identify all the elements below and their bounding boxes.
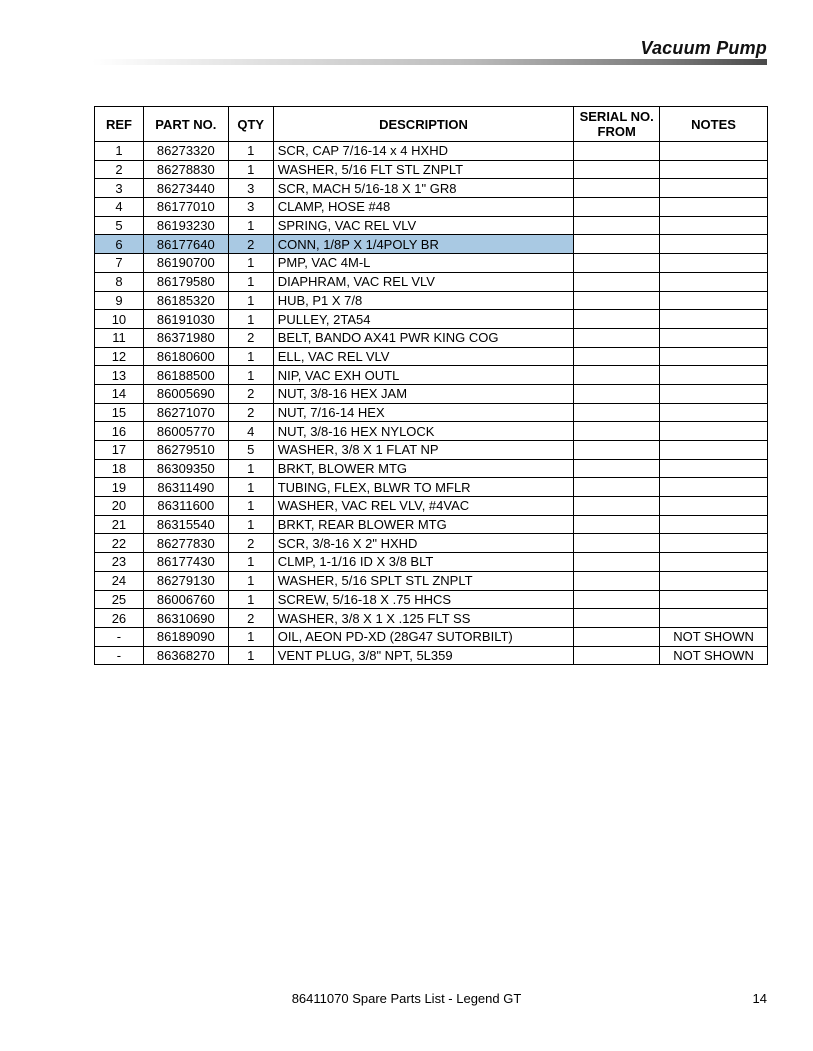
cell-description: WASHER, 5/16 FLT STL ZNPLT <box>273 160 574 179</box>
cell-qty: 2 <box>228 534 273 553</box>
cell-qty: 2 <box>228 384 273 403</box>
footer-document-title: 86411070 Spare Parts List - Legend GT <box>291 991 522 1006</box>
table-row[interactable] <box>95 347 768 366</box>
table-row[interactable] <box>95 272 768 291</box>
table-row[interactable] <box>95 441 768 460</box>
cell-qty: 2 <box>228 609 273 628</box>
cell-description: BRKT, BLOWER MTG <box>273 459 574 478</box>
cell-serial-no-from <box>574 534 660 553</box>
cell-notes <box>660 216 768 235</box>
cell-qty: 1 <box>228 571 273 590</box>
cell-part-no: 86005690 <box>143 384 228 403</box>
table-row[interactable] <box>95 142 768 161</box>
cell-serial-no-from <box>574 142 660 161</box>
table-row[interactable] <box>95 291 768 310</box>
cell-serial-no-from <box>574 646 660 665</box>
cell-serial-no-from <box>574 553 660 572</box>
cell-qty: 4 <box>228 422 273 441</box>
table-row[interactable] <box>95 497 768 516</box>
cell-serial-no-from <box>574 609 660 628</box>
cell-part-no: 86309350 <box>143 459 228 478</box>
cell-notes <box>660 235 768 254</box>
cell-description: WASHER, 3/8 X 1 X .125 FLT SS <box>273 609 574 628</box>
cell-part-no: 86189090 <box>143 627 228 646</box>
cell-part-no: 86279510 <box>143 441 228 460</box>
cell-ref: 13 <box>95 366 144 385</box>
cell-part-no: 86279130 <box>143 571 228 590</box>
cell-ref: 3 <box>95 179 144 198</box>
cell-qty: 1 <box>228 553 273 572</box>
table-row[interactable] <box>95 534 768 553</box>
cell-qty: 1 <box>228 142 273 161</box>
column-header-serial-no-from: SERIAL NO. FROM <box>574 107 660 142</box>
cell-part-no: 86368270 <box>143 646 228 665</box>
cell-notes <box>660 403 768 422</box>
cell-description: CONN, 1/8P X 1/4POLY BR <box>273 235 574 254</box>
cell-serial-no-from <box>574 291 660 310</box>
cell-ref: 8 <box>95 272 144 291</box>
cell-part-no: 86193230 <box>143 216 228 235</box>
cell-notes <box>660 291 768 310</box>
cell-part-no: 86006760 <box>143 590 228 609</box>
table-header-row <box>95 107 768 142</box>
cell-ref: 1 <box>95 142 144 161</box>
cell-description: NUT, 3/8-16 HEX NYLOCK <box>273 422 574 441</box>
cell-description: CLMP, 1-1/16 ID X 3/8 BLT <box>273 553 574 572</box>
table-row[interactable] <box>95 310 768 329</box>
table-row[interactable] <box>95 366 768 385</box>
spare-parts-table <box>94 106 768 665</box>
cell-notes: NOT SHOWN <box>660 627 768 646</box>
cell-notes <box>660 497 768 516</box>
cell-notes <box>660 366 768 385</box>
table-row[interactable] <box>95 459 768 478</box>
cell-ref: 5 <box>95 216 144 235</box>
cell-part-no: 86177430 <box>143 553 228 572</box>
column-header-ref: REF <box>95 107 144 142</box>
table-row[interactable] <box>95 553 768 572</box>
cell-qty: 1 <box>228 646 273 665</box>
cell-part-no: 86315540 <box>143 515 228 534</box>
column-header-part-no: PART NO. <box>143 107 228 142</box>
cell-part-no: 86273320 <box>143 142 228 161</box>
cell-notes <box>660 534 768 553</box>
table-row[interactable] <box>95 478 768 497</box>
cell-ref: 4 <box>95 198 144 217</box>
cell-description: SPRING, VAC REL VLV <box>273 216 574 235</box>
cell-qty: 5 <box>228 441 273 460</box>
cell-qty: 1 <box>228 590 273 609</box>
cell-notes: NOT SHOWN <box>660 646 768 665</box>
cell-ref: 6 <box>95 235 144 254</box>
cell-notes <box>660 422 768 441</box>
cell-qty: 1 <box>228 478 273 497</box>
cell-description: SCR, MACH 5/16-18 X 1" GR8 <box>273 179 574 198</box>
cell-notes <box>660 478 768 497</box>
table-row[interactable] <box>95 160 768 179</box>
cell-ref: - <box>95 646 144 665</box>
cell-part-no: 86005770 <box>143 422 228 441</box>
cell-description: WASHER, VAC REL VLV, #4VAC <box>273 497 574 516</box>
table-row[interactable] <box>95 235 768 254</box>
cell-part-no: 86191030 <box>143 310 228 329</box>
table-row[interactable] <box>95 216 768 235</box>
cell-serial-no-from <box>574 497 660 516</box>
cell-qty: 1 <box>228 216 273 235</box>
cell-description: PMP, VAC 4M-L <box>273 254 574 273</box>
table-row[interactable] <box>95 515 768 534</box>
cell-part-no: 86190700 <box>143 254 228 273</box>
cell-serial-no-from <box>574 478 660 497</box>
cell-part-no: 86179580 <box>143 272 228 291</box>
cell-part-no: 86188500 <box>143 366 228 385</box>
cell-notes <box>660 571 768 590</box>
cell-ref: 15 <box>95 403 144 422</box>
cell-ref: 23 <box>95 553 144 572</box>
cell-notes <box>660 142 768 161</box>
cell-qty: 3 <box>228 179 273 198</box>
cell-qty: 1 <box>228 310 273 329</box>
cell-ref: 18 <box>95 459 144 478</box>
cell-ref: 17 <box>95 441 144 460</box>
column-header-qty: QTY <box>228 107 273 142</box>
cell-notes <box>660 553 768 572</box>
cell-notes <box>660 459 768 478</box>
cell-ref: 12 <box>95 347 144 366</box>
table-row[interactable] <box>95 590 768 609</box>
cell-description: NIP, VAC EXH OUTL <box>273 366 574 385</box>
cell-ref: 19 <box>95 478 144 497</box>
cell-serial-no-from <box>574 384 660 403</box>
cell-qty: 1 <box>228 366 273 385</box>
cell-ref: 14 <box>95 384 144 403</box>
cell-part-no: 86311490 <box>143 478 228 497</box>
cell-qty: 1 <box>228 254 273 273</box>
cell-serial-no-from <box>574 347 660 366</box>
cell-serial-no-from <box>574 459 660 478</box>
cell-ref: - <box>95 627 144 646</box>
cell-qty: 2 <box>228 328 273 347</box>
cell-ref: 7 <box>95 254 144 273</box>
cell-ref: 10 <box>95 310 144 329</box>
cell-description: BRKT, REAR BLOWER MTG <box>273 515 574 534</box>
table-row[interactable] <box>95 198 768 217</box>
cell-ref: 16 <box>95 422 144 441</box>
cell-description: NUT, 7/16-14 HEX <box>273 403 574 422</box>
cell-ref: 9 <box>95 291 144 310</box>
cell-serial-no-from <box>574 216 660 235</box>
cell-qty: 1 <box>228 515 273 534</box>
cell-serial-no-from <box>574 571 660 590</box>
table-row[interactable] <box>95 254 768 273</box>
cell-description: SCR, CAP 7/16-14 x 4 HXHD <box>273 142 574 161</box>
cell-serial-no-from <box>574 627 660 646</box>
section-title: Vacuum Pump <box>640 38 767 58</box>
cell-notes <box>660 310 768 329</box>
cell-qty: 1 <box>228 627 273 646</box>
cell-serial-no-from <box>574 590 660 609</box>
cell-qty: 2 <box>228 235 273 254</box>
cell-serial-no-from <box>574 235 660 254</box>
cell-description: OIL, AEON PD-XD (28G47 SUTORBILT) <box>273 627 574 646</box>
cell-serial-no-from <box>574 254 660 273</box>
cell-qty: 1 <box>228 160 273 179</box>
cell-serial-no-from <box>574 179 660 198</box>
cell-qty: 1 <box>228 347 273 366</box>
cell-qty: 2 <box>228 403 273 422</box>
cell-notes <box>660 515 768 534</box>
cell-notes <box>660 590 768 609</box>
cell-description: WASHER, 5/16 SPLT STL ZNPLT <box>273 571 574 590</box>
cell-serial-no-from <box>574 160 660 179</box>
cell-serial-no-from <box>574 328 660 347</box>
cell-part-no: 86311600 <box>143 497 228 516</box>
cell-description: SCR, 3/8-16 X 2" HXHD <box>273 534 574 553</box>
cell-serial-no-from <box>574 310 660 329</box>
cell-part-no: 86177640 <box>143 235 228 254</box>
cell-qty: 1 <box>228 291 273 310</box>
cell-ref: 24 <box>95 571 144 590</box>
table-row[interactable] <box>95 571 768 590</box>
cell-description: NUT, 3/8-16 HEX JAM <box>273 384 574 403</box>
cell-notes <box>660 609 768 628</box>
cell-ref: 20 <box>95 497 144 516</box>
cell-notes <box>660 179 768 198</box>
cell-serial-no-from <box>574 422 660 441</box>
table-body <box>95 142 768 665</box>
cell-notes <box>660 254 768 273</box>
table-row[interactable] <box>95 422 768 441</box>
column-header-description: DESCRIPTION <box>273 107 574 142</box>
table-row[interactable] <box>95 403 768 422</box>
header-gradient-rule <box>92 59 767 65</box>
cell-qty: 3 <box>228 198 273 217</box>
cell-description: ELL, VAC REL VLV <box>273 347 574 366</box>
cell-notes <box>660 441 768 460</box>
cell-description: WASHER, 3/8 X 1 FLAT NP <box>273 441 574 460</box>
cell-notes <box>660 160 768 179</box>
table-row[interactable] <box>95 328 768 347</box>
cell-part-no: 86185320 <box>143 291 228 310</box>
cell-serial-no-from <box>574 198 660 217</box>
footer-page-number: 14 <box>752 991 767 1006</box>
cell-description: BELT, BANDO AX41 PWR KING COG <box>273 328 574 347</box>
cell-serial-no-from <box>574 366 660 385</box>
cell-description: CLAMP, HOSE #48 <box>273 198 574 217</box>
cell-qty: 1 <box>228 497 273 516</box>
cell-ref: 25 <box>95 590 144 609</box>
cell-description: DIAPHRAM, VAC REL VLV <box>273 272 574 291</box>
cell-ref: 22 <box>95 534 144 553</box>
cell-part-no: 86310690 <box>143 609 228 628</box>
cell-qty: 1 <box>228 459 273 478</box>
cell-part-no: 86180600 <box>143 347 228 366</box>
cell-serial-no-from <box>574 272 660 291</box>
cell-part-no: 86177010 <box>143 198 228 217</box>
table-row[interactable] <box>95 609 768 628</box>
cell-part-no: 86277830 <box>143 534 228 553</box>
cell-description: VENT PLUG, 3/8" NPT, 5L359 <box>273 646 574 665</box>
cell-serial-no-from <box>574 403 660 422</box>
table-row[interactable] <box>95 646 768 665</box>
cell-notes <box>660 384 768 403</box>
cell-part-no: 86271070 <box>143 403 228 422</box>
cell-ref: 11 <box>95 328 144 347</box>
cell-description: TUBING, FLEX, BLWR TO MFLR <box>273 478 574 497</box>
cell-notes <box>660 272 768 291</box>
cell-description: PULLEY, 2TA54 <box>273 310 574 329</box>
cell-notes <box>660 347 768 366</box>
cell-serial-no-from <box>574 441 660 460</box>
cell-qty: 1 <box>228 272 273 291</box>
cell-ref: 21 <box>95 515 144 534</box>
column-header-notes: NOTES <box>660 107 768 142</box>
cell-ref: 2 <box>95 160 144 179</box>
cell-notes <box>660 198 768 217</box>
table-row[interactable] <box>95 627 768 646</box>
cell-ref: 26 <box>95 609 144 628</box>
cell-description: SCREW, 5/16-18 X .75 HHCS <box>273 590 574 609</box>
cell-part-no: 86371980 <box>143 328 228 347</box>
cell-part-no: 86278830 <box>143 160 228 179</box>
table-row[interactable] <box>95 179 768 198</box>
table-row[interactable] <box>95 384 768 403</box>
cell-serial-no-from <box>574 515 660 534</box>
cell-description: HUB, P1 X 7/8 <box>273 291 574 310</box>
cell-notes <box>660 328 768 347</box>
cell-part-no: 86273440 <box>143 179 228 198</box>
